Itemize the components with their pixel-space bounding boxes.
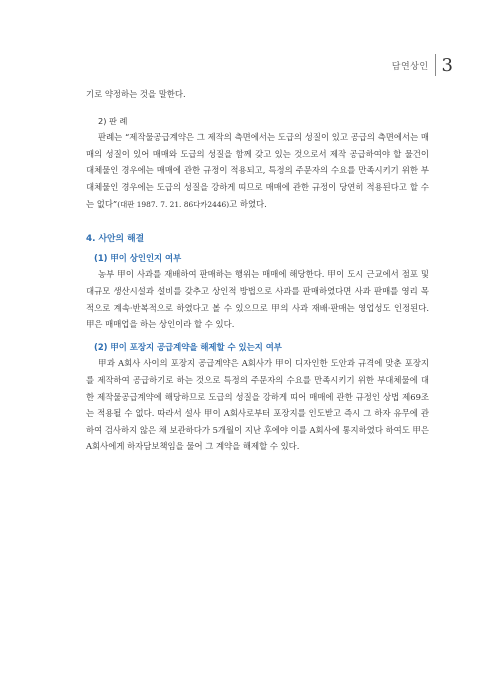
- header-label: 담연상인: [391, 61, 429, 72]
- document-body: [86, 86, 429, 455]
- judgment-paragraph: [86, 129, 429, 213]
- subsection-2-text: 甲과 A회사 사이의 포장지 공급계약은 A회사가 甲이 디자인한 도안과 규격에 맞춘 포장지를 제작하여 공급하기로 하는 것으로 특정의 주문자의 수요를 만족시키기 위한 부대체물에 대한 제작물공급계약에 해당하므로 도급의 성질을 강하게 띠어 매매에 관한 규정인 상법 제69조는 적용될 수 없다. 따라서 설사 甲이 A회사로부터 포장지를 인도받고 즉시 그 하자 유무에 관하여 검사하지 않은 채 보관하다가 5개월이 지난 후에야 이를 A회사에 통지하였다 하여도 甲은 A회사에게 하자담보책임을 물어 그 계약을 해제할 수 있다.: [86, 358, 429, 452]
- subsection-1-title: (1) 甲이 상인인지 여부: [94, 252, 182, 263]
- header-divider: [435, 54, 436, 76]
- page-number: 3: [441, 54, 453, 76]
- section-4-title: 4. 사안의 해결: [86, 234, 145, 245]
- judgment-heading: 2) 판 례: [98, 115, 128, 126]
- page-header: [392, 52, 453, 78]
- subsection-1-text: 농부 甲이 사과를 재배하여 판매하는 행위는 매매에 해당한다. 甲이 도시 근교에서 점포 및 대규모 생산시설과 설비를 갖추고 상인적 방법으로 사과를 판매하였다면 사과 판매를 영리 목적으로 계속·반복적으로 하였다고 볼 수 있으므로 甲의 사과 재배·판매는 영업성도 인정된다. 甲은 매매업을 하는 상인이라 할 수 있다.: [86, 269, 429, 330]
- judgment-text: 판례는 “제작물공급계약은 그 제작의 측면에서는 도급의 성질이 있고 공급의 측면에서는 매매의 성질이 있어 매매와 도급의 성질을 함께 갖고 있는 것으로서 제작 공급하여야 할 물건이 대체물인 경우에는 매매에 관한 규정이 적용되고, 특정의 주문자의 수요를 만족시키기 위한 부대체물인 경우에는 도급의 성질을 강하게 띠므로 매매에 관한 규정이 당연히 적용된다고 할 수는 없다”: [86, 132, 429, 209]
- subsection-2-title: (2) 甲이 포장지 공급계약을 해제할 수 있는지 여부: [94, 341, 282, 352]
- judgment-citation: (대판 1987. 7. 21. 86다카2446): [117, 199, 230, 209]
- intro-line: 기로 약정하는 것을 말한다.: [86, 89, 186, 99]
- judgment-tail: 고 하였다.: [229, 198, 267, 209]
